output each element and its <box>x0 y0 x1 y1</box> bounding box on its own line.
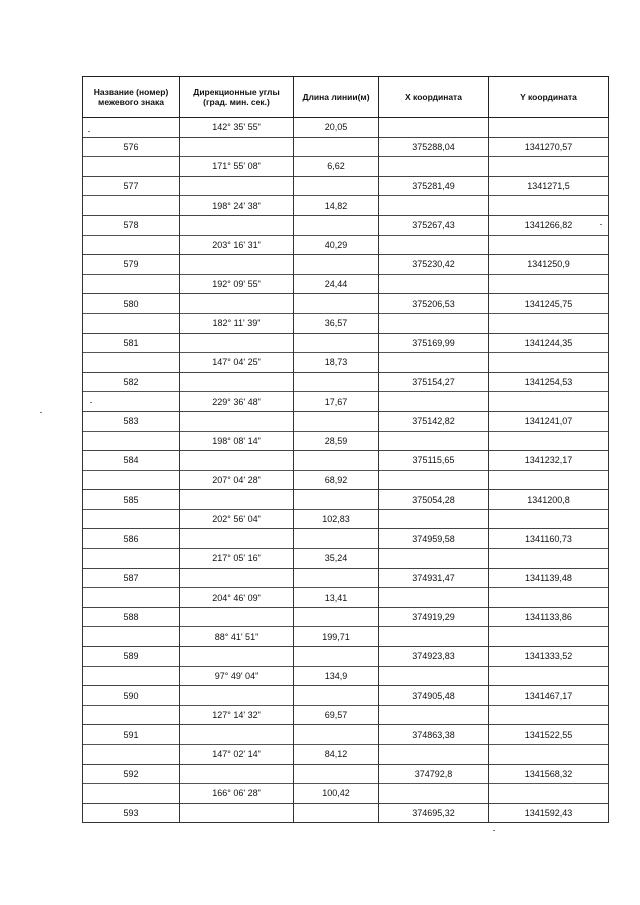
cell-angle: 142° 35' 55" <box>180 118 294 138</box>
cell-name <box>83 118 180 138</box>
table-row-point <box>83 215 609 235</box>
cell-length <box>294 137 379 157</box>
cell-y: 1341133,86 <box>489 607 609 627</box>
cell-x: 375142,82 <box>379 411 489 431</box>
cell-length <box>294 764 379 784</box>
cell-x: 375288,04 <box>379 137 489 157</box>
cell-y <box>489 784 609 804</box>
cell-x: 375115,65 <box>379 451 489 471</box>
cell-x: 375267,43 <box>379 215 489 235</box>
cell-y <box>489 745 609 765</box>
cell-name: 583 <box>83 411 180 431</box>
table-row-point <box>83 411 609 431</box>
cell-x <box>379 353 489 373</box>
cell-length <box>294 411 379 431</box>
cell-name: 578 <box>83 215 180 235</box>
cell-name <box>83 588 180 608</box>
table-row-point <box>83 607 609 627</box>
cell-y <box>489 274 609 294</box>
cell-x <box>379 392 489 412</box>
cell-angle: 204° 46' 09" <box>180 588 294 608</box>
cell-y: 1341232,17 <box>489 451 609 471</box>
table-row-point <box>83 372 609 392</box>
cell-name <box>83 784 180 804</box>
cell-length <box>294 529 379 549</box>
cell-x <box>379 235 489 255</box>
cell-length <box>294 176 379 196</box>
cell-name <box>83 157 180 177</box>
cell-y <box>489 353 609 373</box>
cell-name <box>83 705 180 725</box>
cell-length: 100,42 <box>294 784 379 804</box>
cell-angle: 203° 16' 31" <box>180 235 294 255</box>
cell-name <box>83 745 180 765</box>
cell-name: 581 <box>83 333 180 353</box>
cell-name <box>83 353 180 373</box>
cell-length: 68,92 <box>294 470 379 490</box>
cell-angle: 198° 24' 38" <box>180 196 294 216</box>
header-y: Y координата <box>489 77 609 118</box>
cell-name <box>83 549 180 569</box>
cell-angle <box>180 372 294 392</box>
table-row-segment <box>83 118 609 138</box>
table-row-segment <box>83 588 609 608</box>
cell-length <box>294 451 379 471</box>
cell-length: 36,57 <box>294 313 379 333</box>
cell-angle <box>180 490 294 510</box>
scan-speck <box>88 131 90 132</box>
table-row-segment <box>83 431 609 451</box>
cell-y <box>489 549 609 569</box>
cell-angle: 166° 06' 28" <box>180 784 294 804</box>
cell-length: 6,62 <box>294 157 379 177</box>
table-row-segment <box>83 784 609 804</box>
table-row-segment <box>83 274 609 294</box>
cell-length: 40,29 <box>294 235 379 255</box>
cell-y: 1341244,35 <box>489 333 609 353</box>
cell-length <box>294 372 379 392</box>
cell-x: 374919,29 <box>379 607 489 627</box>
cell-angle <box>180 215 294 235</box>
cell-x <box>379 784 489 804</box>
table-row-point <box>83 255 609 275</box>
cell-y: 1341245,75 <box>489 294 609 314</box>
table-row-segment <box>83 549 609 569</box>
table-row-point <box>83 333 609 353</box>
table-row-segment <box>83 313 609 333</box>
cell-angle <box>180 725 294 745</box>
cell-x <box>379 274 489 294</box>
cell-y <box>489 705 609 725</box>
table-row-point <box>83 529 609 549</box>
cell-length: 20,05 <box>294 118 379 138</box>
cell-y <box>489 588 609 608</box>
cell-y: 1341254,53 <box>489 372 609 392</box>
cell-name <box>83 627 180 647</box>
cell-x: 375206,53 <box>379 294 489 314</box>
cell-name: 588 <box>83 607 180 627</box>
cell-angle: 182° 11' 39" <box>180 313 294 333</box>
cell-y <box>489 509 609 529</box>
cell-x <box>379 588 489 608</box>
table-row-segment <box>83 353 609 373</box>
cell-name <box>83 274 180 294</box>
scan-speck <box>493 830 495 831</box>
cell-name <box>83 470 180 490</box>
cell-name: 577 <box>83 176 180 196</box>
cell-length <box>294 803 379 823</box>
cell-angle <box>180 607 294 627</box>
cell-x <box>379 666 489 686</box>
cell-y <box>489 118 609 138</box>
cell-y: 1341333,52 <box>489 647 609 667</box>
cell-x: 374905,48 <box>379 686 489 706</box>
header-x: X координата <box>379 77 489 118</box>
cell-x <box>379 313 489 333</box>
cell-y <box>489 313 609 333</box>
cell-angle: 207° 04' 28" <box>180 470 294 490</box>
cell-name: 587 <box>83 568 180 588</box>
table-row-segment <box>83 666 609 686</box>
table-row-point <box>83 490 609 510</box>
cell-y <box>489 666 609 686</box>
cell-y <box>489 196 609 216</box>
cell-angle <box>180 294 294 314</box>
cell-name: 592 <box>83 764 180 784</box>
table-header-row <box>83 77 609 118</box>
cell-angle: 229° 36' 48" <box>180 392 294 412</box>
cell-name: 590 <box>83 686 180 706</box>
cell-name: 582 <box>83 372 180 392</box>
cell-x: 375169,99 <box>379 333 489 353</box>
cell-length: 17,67 <box>294 392 379 412</box>
scan-speck <box>40 412 42 413</box>
cell-length: 24,44 <box>294 274 379 294</box>
table-row-segment <box>83 627 609 647</box>
cell-angle: 192° 09' 55" <box>180 274 294 294</box>
cell-x: 375230,42 <box>379 255 489 275</box>
cell-length <box>294 294 379 314</box>
cell-length: 134,9 <box>294 666 379 686</box>
cell-angle: 97° 49' 04" <box>180 666 294 686</box>
header-name: Название (номер) межевого знака <box>83 77 180 118</box>
cell-y: 1341568,32 <box>489 764 609 784</box>
cell-length: 84,12 <box>294 745 379 765</box>
cell-length: 102,83 <box>294 509 379 529</box>
table-row-segment <box>83 705 609 725</box>
table-row-point <box>83 137 609 157</box>
cell-angle: 127° 14' 32" <box>180 705 294 725</box>
cell-angle <box>180 333 294 353</box>
table-row-segment <box>83 235 609 255</box>
cell-length: 28,59 <box>294 431 379 451</box>
cell-x <box>379 627 489 647</box>
cell-name <box>83 235 180 255</box>
cell-y: 1341200,8 <box>489 490 609 510</box>
cell-y <box>489 431 609 451</box>
cell-name <box>83 392 180 412</box>
cell-x <box>379 509 489 529</box>
table-row-point <box>83 568 609 588</box>
cell-y: 1341250,9 <box>489 255 609 275</box>
cell-angle: 88° 41' 51" <box>180 627 294 647</box>
table-row-point <box>83 725 609 745</box>
cell-y <box>489 627 609 647</box>
cell-length <box>294 686 379 706</box>
cell-x: 374863,38 <box>379 725 489 745</box>
table-row-point <box>83 686 609 706</box>
cell-length: 14,82 <box>294 196 379 216</box>
cell-y: 1341522,55 <box>489 725 609 745</box>
cell-y: 1341467,17 <box>489 686 609 706</box>
cell-x: 375154,27 <box>379 372 489 392</box>
cell-x: 375281,49 <box>379 176 489 196</box>
cell-x: 374695,32 <box>379 803 489 823</box>
cell-angle <box>180 803 294 823</box>
cell-name: 589 <box>83 647 180 667</box>
header-angle: Дирекционные углы (град. мин. сек.) <box>180 77 294 118</box>
table-row-point <box>83 176 609 196</box>
table-row-segment <box>83 509 609 529</box>
table-row-point <box>83 647 609 667</box>
table-row-point <box>83 451 609 471</box>
cell-angle <box>180 764 294 784</box>
cell-x <box>379 705 489 725</box>
cell-length <box>294 568 379 588</box>
cell-y: 1341592,43 <box>489 803 609 823</box>
cell-length: 35,24 <box>294 549 379 569</box>
table-row-segment <box>83 157 609 177</box>
cell-length: 69,57 <box>294 705 379 725</box>
cell-x: 374923,83 <box>379 647 489 667</box>
cell-angle <box>180 137 294 157</box>
table-row-segment <box>83 470 609 490</box>
cell-name: 580 <box>83 294 180 314</box>
cell-name: 579 <box>83 255 180 275</box>
cell-angle: 198° 08' 14" <box>180 431 294 451</box>
cell-angle: 217° 05' 16" <box>180 549 294 569</box>
header-length: Длина линии(м) <box>294 77 379 118</box>
cell-x: 374792,8 <box>379 764 489 784</box>
cell-angle: 147° 04' 25" <box>180 353 294 373</box>
cell-length <box>294 490 379 510</box>
cell-y: 1341266,82 <box>489 215 609 235</box>
cell-angle <box>180 647 294 667</box>
cell-y <box>489 392 609 412</box>
cell-angle: 202° 56' 04" <box>180 509 294 529</box>
cell-y: 1341160,73 <box>489 529 609 549</box>
scan-speck <box>90 402 92 403</box>
cell-angle <box>180 686 294 706</box>
table-row-point <box>83 803 609 823</box>
cell-name: 591 <box>83 725 180 745</box>
cell-name: 584 <box>83 451 180 471</box>
cell-angle <box>180 568 294 588</box>
cell-name <box>83 666 180 686</box>
cell-name: 576 <box>83 137 180 157</box>
cell-x <box>379 118 489 138</box>
cell-length: 199,71 <box>294 627 379 647</box>
cell-length <box>294 725 379 745</box>
cell-length: 13,41 <box>294 588 379 608</box>
cell-length <box>294 333 379 353</box>
cell-angle <box>180 255 294 275</box>
cell-name: 585 <box>83 490 180 510</box>
cell-angle <box>180 451 294 471</box>
cell-x <box>379 549 489 569</box>
cell-length <box>294 607 379 627</box>
cell-x: 375054,28 <box>379 490 489 510</box>
table-row-segment <box>83 745 609 765</box>
cell-name <box>83 509 180 529</box>
cell-x: 374959,58 <box>379 529 489 549</box>
cell-x: 374931,47 <box>379 568 489 588</box>
table-row-segment <box>83 196 609 216</box>
table-row-point <box>83 294 609 314</box>
boundary-coordinates-table <box>82 76 609 823</box>
cell-y <box>489 157 609 177</box>
cell-length <box>294 215 379 235</box>
table-body <box>83 118 609 823</box>
cell-x <box>379 196 489 216</box>
cell-y <box>489 470 609 490</box>
cell-x <box>379 157 489 177</box>
cell-angle <box>180 176 294 196</box>
cell-name <box>83 196 180 216</box>
cell-length <box>294 255 379 275</box>
cell-name: 593 <box>83 803 180 823</box>
cell-name: 586 <box>83 529 180 549</box>
cell-angle: 171° 55' 08" <box>180 157 294 177</box>
cell-y: 1341270,57 <box>489 137 609 157</box>
cell-name <box>83 431 180 451</box>
cell-y: 1341271,5 <box>489 176 609 196</box>
table-row-point <box>83 764 609 784</box>
cell-y: 1341241,07 <box>489 411 609 431</box>
cell-name <box>83 313 180 333</box>
cell-y <box>489 235 609 255</box>
cell-length: 18,73 <box>294 353 379 373</box>
cell-y: 1341139,48 <box>489 568 609 588</box>
cell-angle: 147° 02' 14" <box>180 745 294 765</box>
cell-length <box>294 647 379 667</box>
cell-x <box>379 745 489 765</box>
cell-x <box>379 431 489 451</box>
cell-angle <box>180 529 294 549</box>
cell-x <box>379 470 489 490</box>
cell-angle <box>180 411 294 431</box>
table-row-segment <box>83 392 609 412</box>
scan-speck <box>600 224 602 225</box>
